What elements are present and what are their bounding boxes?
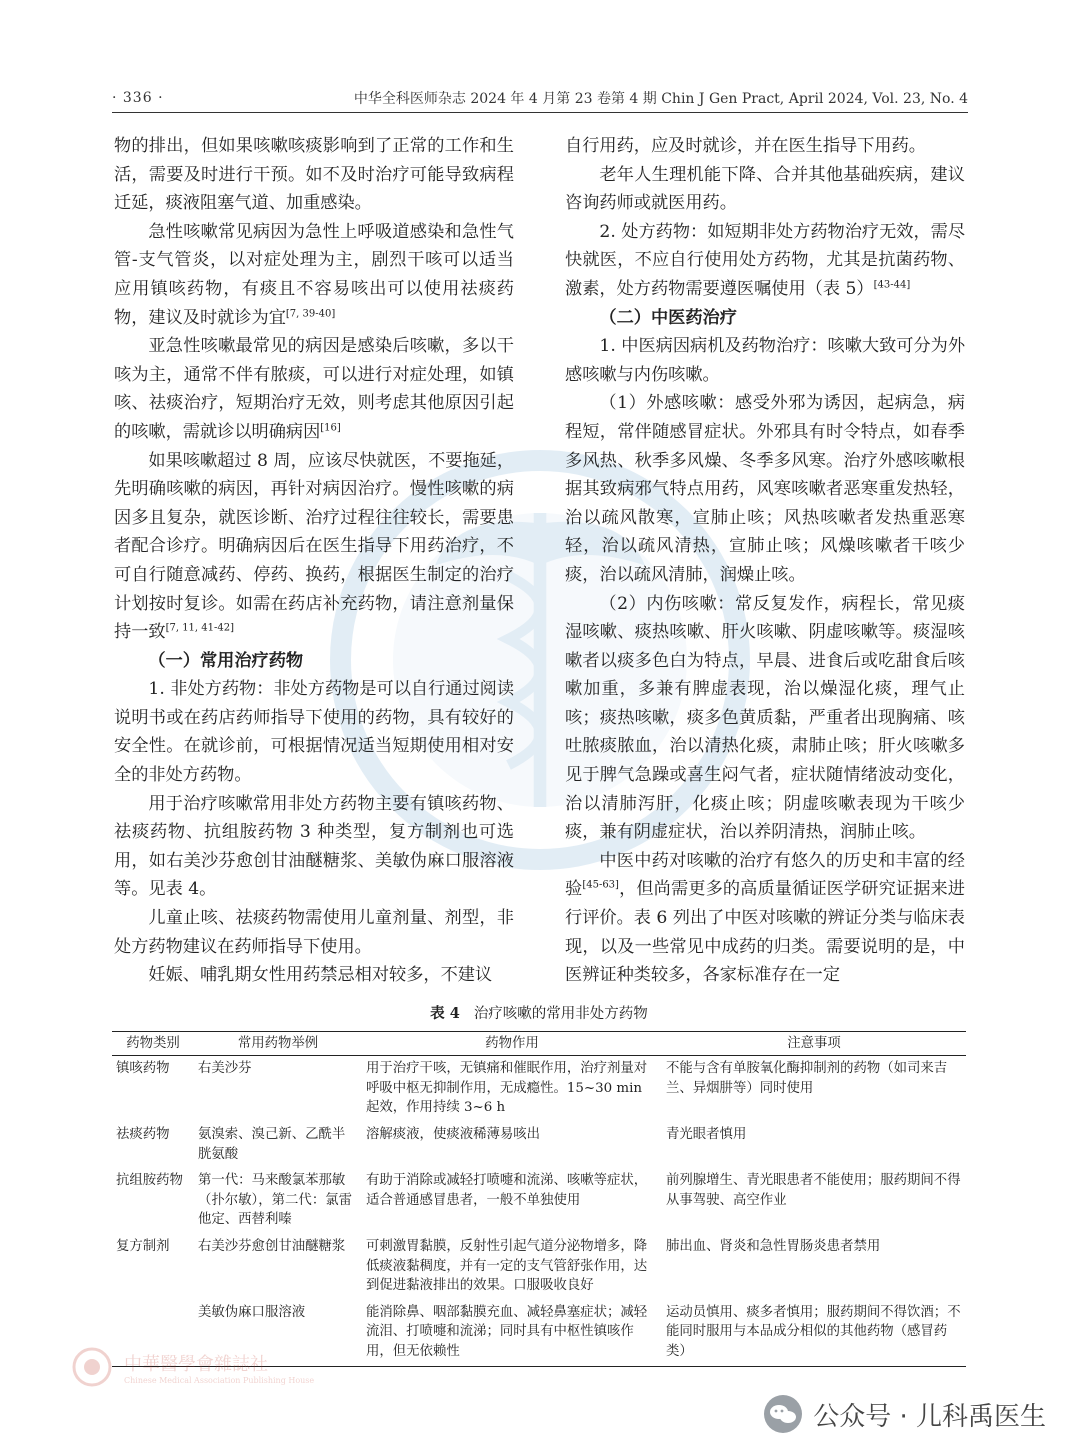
table-row: [112, 1168, 966, 1234]
table-row: [112, 1234, 966, 1300]
cell-examples: 右美沙芬愈创甘油醚糖浆: [198, 1238, 346, 1254]
paragraph: 急性咳嗽常见病因为急性上呼吸道感染和急性气管-支气管炎，以对症处理为主，剧烈干咳可以适当应用镇咳药物，有痰且不容易咳出可以使用祛痰药物，建议及时就诊为宜[7, 39-40]: [114, 221, 514, 328]
cell-category: 镇咳药物: [116, 1061, 170, 1077]
paragraph: 中医中药对咳嗽的治疗有悠久的历史和丰富的经验[45-63]，但尚需更多的高质量循证医学研究证据来进行评价。表 6 列出了中医对咳嗽的辨证分类与临床表现，以及一些常见中成药的归类。需要说明的是，中医辨证种类较多，各家标准存在一定: [565, 850, 965, 986]
wechat-account-brand[interactable]: [763, 1392, 1046, 1436]
table-header-row: [112, 1031, 966, 1056]
cell-effect: 能消除鼻、咽部黏膜充血、减轻鼻塞症状；减轻流泪、打喷嚏和流涕；同时具有中枢性镇咳作用，但无依赖性: [366, 1304, 648, 1359]
publisher-name-en: Chinese Medical Association Publishing House: [124, 1375, 315, 1385]
table-title: 治疗咳嗽的常用非处方药物: [473, 1006, 648, 1022]
table-row: [112, 1056, 966, 1122]
citation: [7, 11, 41-42]: [165, 622, 235, 634]
cell-category: 复方制剂: [116, 1238, 170, 1254]
paragraph: 亚急性咳嗽最常见的病因是感染后咳嗽，多以干咳为主，通常不伴有脓痰，可以进行对症处理，如镇咳、祛痰治疗，短期治疗无效，则考虑其他原因引起的咳嗽，需就诊以明确病因[16]: [114, 336, 514, 442]
cell-notes: 运动员慎用、痰多者慎用；服药期间不得饮酒；不能同时服用与本品成分相似的其他药物（感冒药类）: [666, 1304, 961, 1359]
cell-examples: 第一代：马来酸氯苯那敏（扑尔敏），第二代：氯雷他定、西替利嗪: [198, 1173, 352, 1228]
paragraph: 用于治疗咳嗽常用非处方药物主要有镇咳药物、祛痰药物、抗组胺药物 3 种类型，复方制剂也可选用，如右美沙芬愈创甘油醚糖浆、美敏伪麻口服溶液等。见表 4。: [114, 793, 514, 900]
paragraph: （1）外感咳嗽：感受外邪为诱因，起病急，病程短，常伴随感冒症状。外邪具有时令特点，如春季多风热、秋季多风燥、冬季多风寒。治疗外感咳嗽根据其致病邪气特点用药，风寒咳嗽者恶寒重发热轻，治以疏风散寒，宣肺止咳；风热咳嗽者发热重恶寒轻，治以疏风清热，宣肺止咳；风燥咳嗽者干咳少痰，治以疏风清肺，润燥止咳。: [565, 393, 965, 585]
column-header: 药物作用: [485, 1035, 539, 1051]
citation: [16]: [320, 422, 341, 434]
cell-effect: 有助于消除或减轻打喷嚏和流涕、咳嗽等症状，适合普通感冒患者，一般不单独使用: [366, 1173, 648, 1208]
cell-category: 祛痰药物: [116, 1126, 170, 1142]
section-heading: （一）常用治疗药物: [148, 650, 304, 671]
cell-effect: 可刺激胃黏膜，反射性引起气道分泌物增多，降低痰液黏稠度，并有一定的支气管舒张作用，达到促进黏液排出的效果。口服吸收良好: [366, 1238, 648, 1294]
right-column: [565, 132, 965, 990]
cell-notes: 肺出血、肾炎和急性胃肠炎患者禁用: [666, 1238, 881, 1254]
column-header: 注意事项: [787, 1035, 841, 1051]
citation: [7, 39-40]: [285, 307, 336, 319]
paragraph: 如果咳嗽超过 8 周，应该尽快就医，不要拖延，先明确咳嗽的病因，再针对病因治疗。慢性咳嗽的病因多且复杂，就医诊断、治疗过程往往较长，需要患者配合诊疗。明确病因后在医生指导下用药治疗，不可自行随意减药、停药、换药，根据医生制定的治疗计划按时复诊。如需在药店补充药物，请注意剂量保持一致[7, 11, 41-42]: [114, 450, 515, 643]
citation: [43-44]: [873, 279, 911, 291]
paragraph: 自行用药，应及时就诊，并在医生指导下用药。: [565, 136, 926, 156]
journal-citation: 中华全科医师杂志 2024 年 4 月第 23 卷第 4 期 Chin J Gen Pract, April 2024, Vol. 23, No. 4: [353, 91, 968, 107]
left-column: [114, 132, 514, 990]
drug-table: [112, 1031, 966, 1367]
cell-notes: 不能与含有单胺氧化酶抑制剂的药物（如司来吉兰、异烟肼等）同时使用: [666, 1061, 948, 1096]
paragraph: 儿童止咳、祛痰药物需使用儿童剂量、剂型，非处方药物建议在药师指导下使用。: [114, 908, 514, 957]
publisher-emblem-icon: [70, 1345, 114, 1389]
paragraph: 老年人生理机能下降、合并其他基础疾病，建议咨询药师或就医用药。: [565, 164, 965, 214]
cell-notes: 青光眼者慎用: [666, 1126, 747, 1142]
cell-examples: 右美沙芬: [198, 1061, 252, 1077]
paragraph: 1. 中医病因病机及药物治疗：咳嗽大致可分为外感咳嗽与内伤咳嗽。: [565, 336, 966, 385]
publisher-name: 中華醫學會雜誌社: [124, 1353, 268, 1375]
cell-notes: 前列腺增生、青光眼患者不能使用；服药期间不得从事驾驶、高空作业: [666, 1173, 961, 1208]
cell-examples: 美敏伪麻口服溶液: [198, 1304, 306, 1320]
paragraph: （2）内伤咳嗽：常反复发作，病程长，常见痰湿咳嗽、痰热咳嗽、肝火咳嗽、阴虚咳嗽等。痰湿咳嗽者以痰多色白为特点，早晨、进食后或吃甜食后咳嗽加重，多兼有脾虚表现，治以燥湿化痰，理气止咳；痰热咳嗽，痰多色黄质黏，严重者出现胸痛、咳吐脓痰脓血，治以清热化痰，肃肺止咳；肝火咳嗽多见于脾气急躁或喜生闷气者，症状随情绪波动变化，治以清肺泻肝，化痰止咳；阴虚咳嗽表现为干咳少痰，兼有阴虚症状，治以养阴清热，润肺止咳。: [565, 593, 965, 843]
citation: [45-63]: [582, 879, 619, 891]
cell-effect: 溶解痰液，使痰液稀薄易咳出: [366, 1126, 541, 1142]
cell-category: 抗组胺药物: [116, 1173, 183, 1189]
paragraph: 2. 处方药物：如短期非处方药物治疗无效，需尽快就医，不应自行使用处方药物，尤其是抗菌药物、激素，处方药物需要遵医嘱使用（表 5）[43-44]: [565, 221, 966, 299]
paragraph: 1. 非处方药物：非处方药物是可以自行通过阅读说明书或在药店药师指导下使用的药物，具有较好的安全性。在就诊前，可根据情况适当短期使用相对安全的非处方药物。: [114, 679, 515, 786]
paragraph: 妊娠、哺乳期女性用药禁忌相对较多，不建议: [148, 965, 493, 986]
page-number: · 336 ·: [112, 90, 164, 106]
brand-text: 公众号 · 儿科禹医生: [813, 1401, 1046, 1432]
table-row: [112, 1122, 966, 1168]
table-label: 表 4: [430, 1005, 460, 1022]
paragraph: 物的排出，但如果咳嗽咳痰影响到了正常的工作和生活，需要及时进行干预。如不及时治疗可能导致病程迁延，痰液阻塞气道、加重感染。: [114, 136, 514, 214]
publisher-logo: [70, 1342, 490, 1392]
running-header: [112, 86, 968, 113]
table-4: [112, 1004, 966, 1367]
table-caption: [112, 1004, 966, 1025]
column-header: 常用药物举例: [237, 1035, 319, 1051]
wechat-icon: [763, 1394, 803, 1434]
cell-examples: 氨溴索、溴己新、乙酰半胱氨酸: [198, 1126, 346, 1162]
section-heading: （二）中医药治疗: [599, 307, 737, 328]
cell-effect: 用于治疗干咳，无镇痛和催眠作用，治疗剂量对呼吸中枢无抑制作用，无成瘾性。15~30 min 起效，作用持续 3~6 h: [366, 1061, 648, 1116]
column-header: 药物类别: [126, 1035, 180, 1051]
